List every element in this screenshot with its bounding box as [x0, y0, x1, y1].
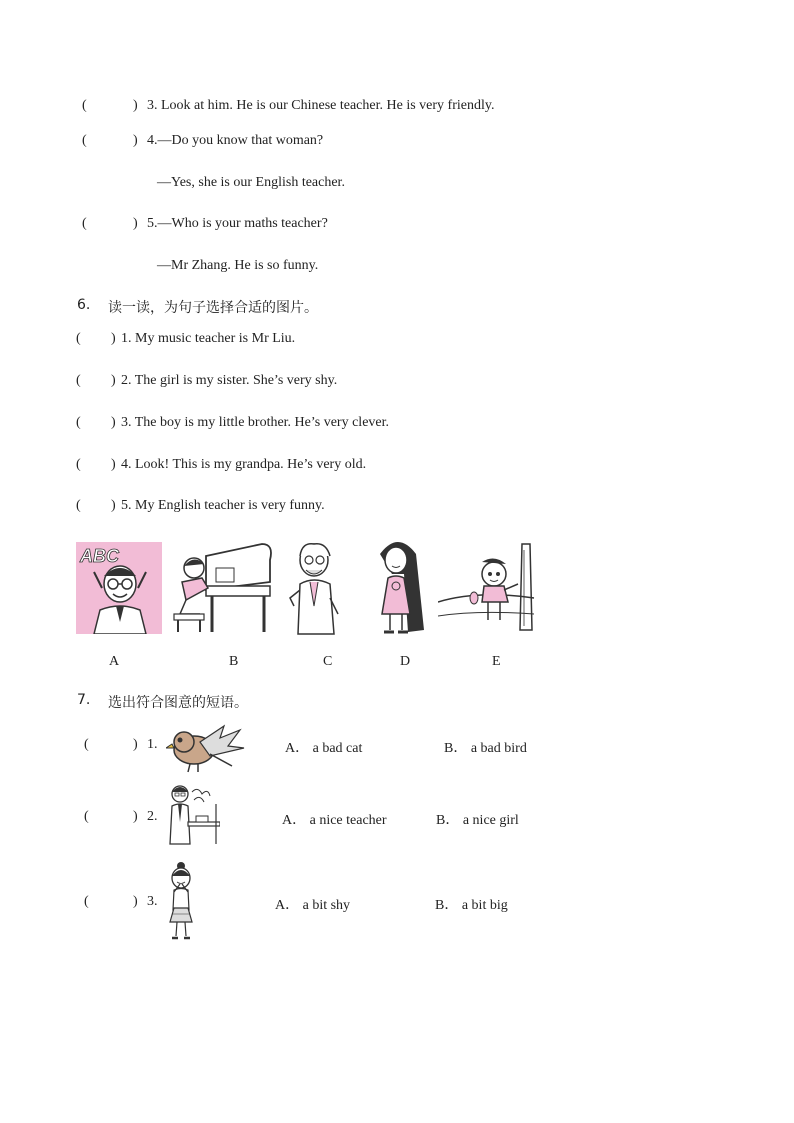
- item-number: 1.: [147, 737, 158, 752]
- picture-d-shy-girl: [368, 534, 430, 638]
- question-text: 3. The boy is my little brother. He’s very clever.: [121, 415, 390, 430]
- option-b: B． a bad bird: [444, 741, 527, 756]
- picture-b-piano-player: [170, 538, 276, 636]
- question-text: 3. Look at him. He is our Chinese teacher. He is very friendly.: [147, 98, 495, 113]
- option-a: A． a bit shy: [275, 898, 351, 913]
- reply-text: —Yes, she is our English teacher.: [157, 175, 345, 190]
- answer-paren-open: (: [84, 737, 89, 752]
- answer-paren-close: ): [111, 457, 116, 472]
- section-number: 7.: [77, 692, 91, 708]
- answer-paren-open: (: [82, 216, 87, 231]
- picture-label-a: A: [109, 654, 120, 669]
- question-text: 5.—Who is your maths teacher?: [147, 216, 328, 231]
- section-title: 读一读，为句子选择合适的图片。: [108, 300, 318, 316]
- answer-paren-open: (: [76, 457, 81, 472]
- board-letters: ABC: [80, 546, 119, 566]
- option-b: B． a bit big: [435, 898, 508, 913]
- picture-a-funny-teacher: [76, 542, 162, 634]
- answer-paren-close: ): [133, 894, 138, 909]
- picture-label-e: E: [492, 654, 501, 669]
- question-text: 2. The girl is my sister. She’s very shy.: [121, 373, 338, 388]
- option-a: A． a bad cat: [285, 741, 363, 756]
- section-title: 选出符合图意的短语。: [108, 695, 248, 711]
- shy-girl-picture: [164, 860, 198, 942]
- question-text: 1. My music teacher is Mr Liu.: [121, 331, 296, 346]
- answer-paren-open: (: [84, 809, 89, 824]
- answer-paren-open: (: [76, 331, 81, 346]
- question-text: 4.—Do you know that woman?: [147, 133, 324, 148]
- item-number: 3.: [147, 894, 158, 909]
- answer-paren-open: (: [76, 373, 81, 388]
- teacher-picture: [166, 782, 220, 848]
- picture-label-d: D: [400, 654, 411, 669]
- answer-paren-close: ): [133, 216, 138, 231]
- answer-paren-close: ): [133, 737, 138, 752]
- answer-paren-open: (: [76, 498, 81, 513]
- answer-paren-open: (: [76, 415, 81, 430]
- answer-paren-close: ): [111, 415, 116, 430]
- answer-paren-close: ): [133, 809, 138, 824]
- answer-paren-close: ): [133, 133, 138, 148]
- answer-paren-close: ): [133, 98, 138, 113]
- answer-paren-close: ): [111, 331, 116, 346]
- picture-c-grandpa: [284, 538, 346, 636]
- bird-picture: [166, 720, 246, 774]
- picture-label-c: C: [323, 654, 333, 669]
- answer-paren-close: ): [111, 373, 116, 388]
- question-text: 5. My English teacher is very funny.: [121, 498, 325, 513]
- section-number: 6.: [77, 297, 91, 313]
- answer-paren-open: (: [82, 98, 87, 113]
- answer-paren-open: (: [82, 133, 87, 148]
- picture-e-clever-boy: [438, 540, 536, 636]
- option-b: B． a nice girl: [436, 813, 519, 828]
- picture-label-b: B: [229, 654, 239, 669]
- answer-paren-close: ): [111, 498, 116, 513]
- question-text: 4. Look! This is my grandpa. He’s very old.: [121, 457, 367, 472]
- answer-paren-open: (: [84, 894, 89, 909]
- option-a: A． a nice teacher: [282, 813, 387, 828]
- item-number: 2.: [147, 809, 158, 824]
- reply-text: —Mr Zhang. He is so funny.: [157, 258, 319, 273]
